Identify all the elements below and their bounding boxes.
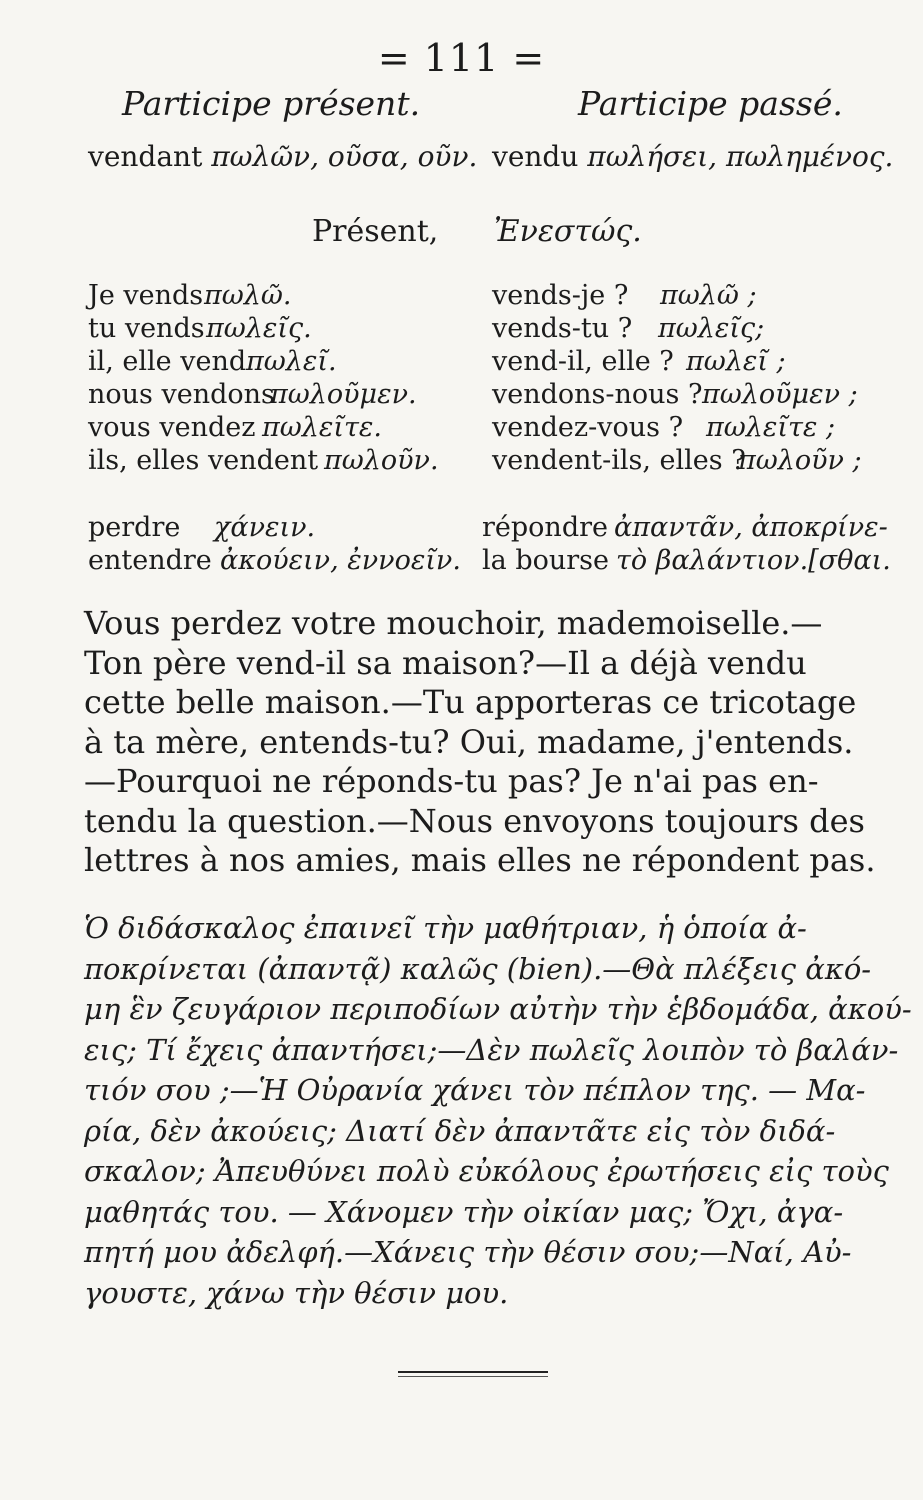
conj-right-fr: vendons-nous ?	[492, 379, 703, 410]
greek-line: Ὁ διδάσκαλος ἐπαινεῖ τὴν μαθήτριαν, ἡ ὁποία ἀ-	[84, 911, 807, 945]
present-participle-gr: πωλῶν, οῦσα, οῦν.	[211, 140, 478, 173]
french-line: —Pourquoi ne réponds-tu pas? Je n'ai pas en-	[84, 762, 819, 800]
past-participle	[492, 140, 893, 173]
greek-line: ποκρίνεται (ἀπαντᾷ) καλῶς (bien).—Θὰ πλέξεις ἀκό-	[84, 951, 872, 986]
vocab-right-fr: la bourse	[482, 545, 609, 576]
french-line: tendu la question.—Nous envoyons toujours des	[84, 801, 865, 840]
past-participle-gr: πωλήσει, πωλημένος.	[587, 140, 894, 173]
present-participle	[88, 140, 477, 173]
vocab-left-gr: ἀκούειν, ἐννοεῖν.	[220, 545, 461, 576]
conj-right-fr: vendez-vous ?	[492, 412, 684, 443]
conj-right-gr: πωλεῖς;	[658, 313, 765, 344]
conj-right-gr: πωλοῦν ;	[738, 445, 862, 476]
conj-left-gr: πωλεῖτε.	[262, 412, 382, 443]
vocab-left-gr: χάνειν.	[214, 512, 316, 543]
section-divider	[398, 1371, 548, 1373]
french-line: lettres à nos amies, mais elles ne répondent pas.	[84, 841, 876, 879]
greek-line: ρία, δὲν ἀκούεις; Διατί δὲν ἀπαντᾶτε εἰς τὸν διδά-	[84, 1113, 836, 1148]
french-line: Vous perdez votre mouchoir, mademoiselle.—	[84, 604, 823, 642]
greek-line: τιόν σου ;—Ἡ Οὐρανία χάνει τὸν πέπλον της. — Μα-	[84, 1073, 866, 1107]
conj-right-gr: πωλοῦμεν ;	[702, 379, 858, 410]
conj-left-fr: il, elle vend	[88, 346, 247, 377]
past-participle-fr: vendu	[492, 140, 579, 173]
conj-left-gr: πωλεῖς.	[206, 313, 312, 344]
tense-label-gr: Ἐνεστώς.	[494, 214, 642, 249]
conj-right-fr: vendent-ils, elles ?	[492, 445, 746, 476]
vocab-right-gr: τὸ βαλάντιον.[σθαι.	[616, 545, 891, 576]
conj-left-gr: πωλεῖ.	[246, 346, 337, 377]
vocab-right-fr: répondre	[482, 512, 608, 543]
greek-line: σκαλον; Ἀπευθύνει πολὺ εὐκόλους ἐρωτήσεις εἰς τοὺς	[84, 1154, 889, 1188]
french-line: cette belle maison.—Tu apporteras ce tricotage	[84, 683, 857, 721]
conj-right-fr: vends-je ?	[492, 280, 629, 311]
vocab-right-gr: ἀπαντᾶν, ἀποκρίνε-	[614, 512, 888, 543]
greek-line: μη ἓν ζευγάριον περιποδίων αὐτὴν τὴν ἑβδομάδα, ἀκού-	[84, 992, 912, 1026]
header-past-participle: Participe passé.	[578, 84, 843, 123]
section-divider-thin	[398, 1376, 548, 1377]
conj-left-fr: tu vends	[88, 313, 205, 344]
greek-line: γουστε, χάνω τὴν θέσιν μου.	[84, 1275, 509, 1310]
greek-line: μαθητάς του. — Χάνομεν τὴν οἰκίαν μας; Ὄχι, ἀγα-	[84, 1194, 844, 1229]
tense-label-fr: Présent,	[312, 214, 439, 249]
conj-right-fr: vends-tu ?	[492, 313, 633, 344]
page-number: = 111 =	[377, 36, 546, 80]
conj-right-gr: πωλεῖτε ;	[706, 412, 836, 443]
conj-right-fr: vend-il, elle ?	[492, 346, 674, 377]
greek-line: πητή μου ἀδελφή.—Χάνεις τὴν θέσιν σου;—Ναί, Αὐ-	[84, 1235, 852, 1269]
conj-left-gr: πωλῶ.	[204, 280, 292, 311]
conj-left-fr: ils, elles vendent	[88, 445, 319, 476]
conj-left-gr: πωλοῦν.	[324, 445, 439, 476]
conj-right-gr: πωλῶ ;	[660, 280, 757, 311]
vocab-left-fr: perdre	[88, 512, 181, 543]
present-participle-fr: vendant	[88, 140, 203, 173]
greek-line: εις; Τί ἔχεις ἀπαντήσει;—Δὲν πωλεῖς λοιπὸν τὸ βαλάν-	[84, 1032, 899, 1067]
header-present-participle: Participe présent.	[122, 84, 421, 123]
conj-left-fr: vous vendez	[88, 412, 256, 443]
vocab-left-fr: entendre	[88, 545, 212, 576]
conj-left-fr: nous vendons	[88, 379, 275, 410]
french-line: Ton père vend-il sa maison?—Il a déjà vendu	[84, 643, 807, 682]
conj-left-gr: πωλοῦμεν.	[270, 379, 417, 410]
conj-right-gr: πωλεῖ ;	[686, 346, 786, 377]
greek-exercise	[84, 908, 912, 1313]
french-exercise	[84, 604, 876, 881]
french-line: à ta mère, entends-tu? Oui, madame, j'entends.	[84, 722, 854, 761]
conj-left-fr: Je vends	[88, 280, 204, 311]
